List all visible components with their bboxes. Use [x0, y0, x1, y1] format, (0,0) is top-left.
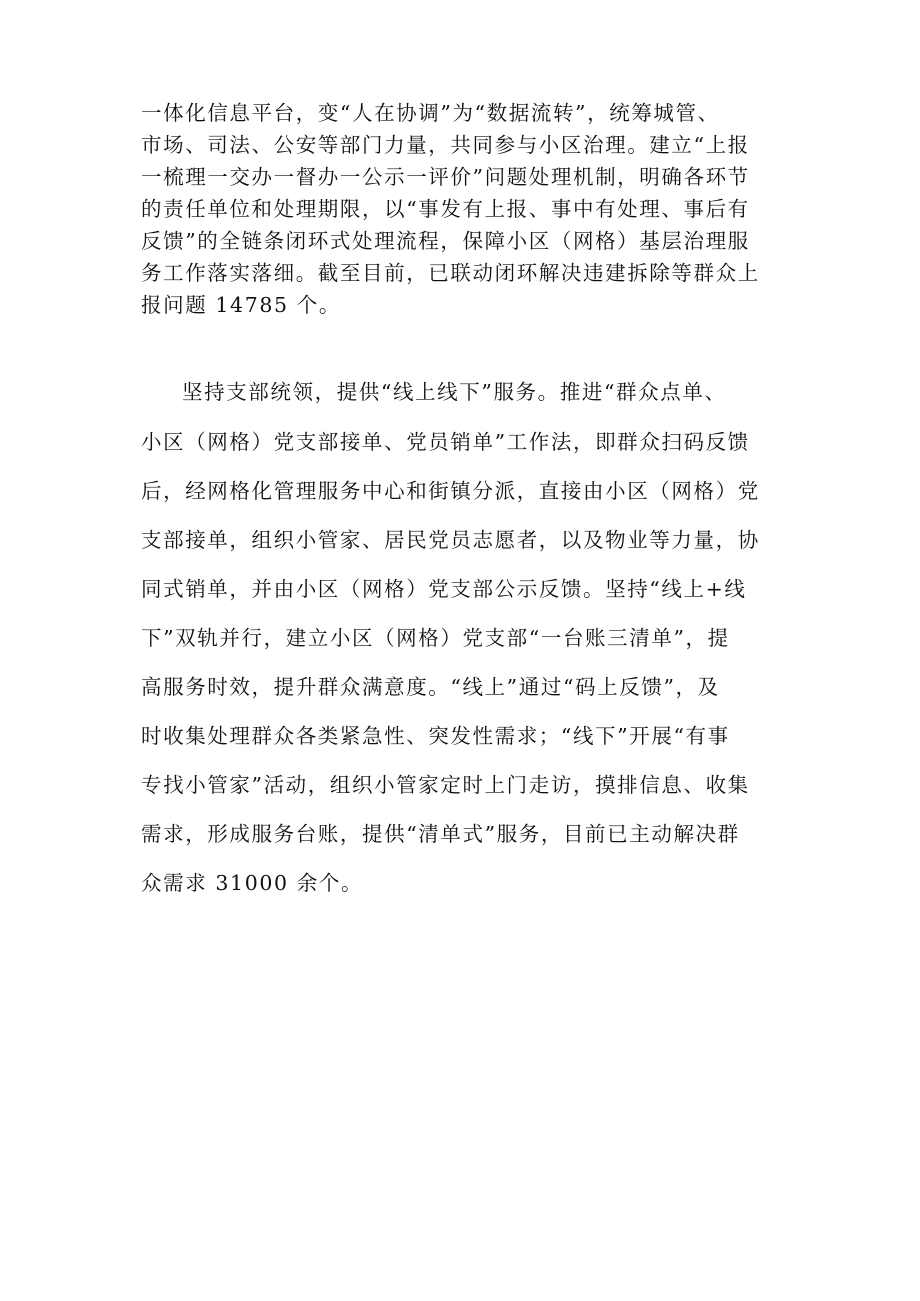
- paragraph-line: 同式销单，并由小区（网格）党支部公示反馈。坚持“线上+线: [141, 577, 747, 601]
- paragraph-line: 小区（网格）党支部接单、党员销单”工作法，即群众扫码反馈: [141, 430, 750, 454]
- paragraph-line: 需求，形成服务台账，提供“清单式”服务，目前已主动解决群: [141, 822, 740, 846]
- paragraph-line: 报问题 14785 个。: [141, 293, 341, 317]
- paragraph-line: 的责任单位和处理期限，以“事发有上报、事中有处理、事后有: [141, 197, 750, 221]
- paragraph-line: 市场、司法、公安等部门力量，共同参与小区治理。建立“上报: [141, 133, 750, 157]
- paragraph-line: 众需求 31000 余个。: [141, 871, 364, 895]
- paragraph-line: 反馈”的全链条闭环式处理流程，保障小区（网格）基层治理服: [141, 229, 750, 253]
- paragraph-line: 一体化信息平台，变“人在协调”为“数据流转”，统筹城管、: [141, 101, 720, 125]
- paragraph-line: 支部接单，组织小管家、居民党员志愿者，以及物业等力量，协: [141, 528, 760, 552]
- paragraph-line: 高服务时效，提升群众满意度。“线上”通过“码上反馈”，及: [141, 675, 720, 699]
- paragraph-line: 时收集处理群众各类紧急性、突发性需求；“线下”开展“有事: [141, 724, 730, 748]
- paragraph-line: 下”双轨并行，建立小区（网格）党支部“一台账三清单”，提: [141, 626, 730, 650]
- paragraph-line: 务工作落实落细。截至目前，已联动闭环解决违建拆除等群众上: [141, 261, 760, 285]
- paragraph-line: 一梳理一交办一督办一公示一评价”问题处理机制，明确各环节: [141, 165, 750, 189]
- paragraph-line: 后，经网格化管理服务中心和街镇分派，直接由小区（网格）党: [141, 479, 760, 503]
- paragraph-line: 坚持支部统领，提供“线上线下”服务。推进“群众点单、: [182, 380, 727, 404]
- paragraph-line: 专找小管家”活动，组织小管家定时上门走访，摸排信息、收集: [141, 773, 750, 797]
